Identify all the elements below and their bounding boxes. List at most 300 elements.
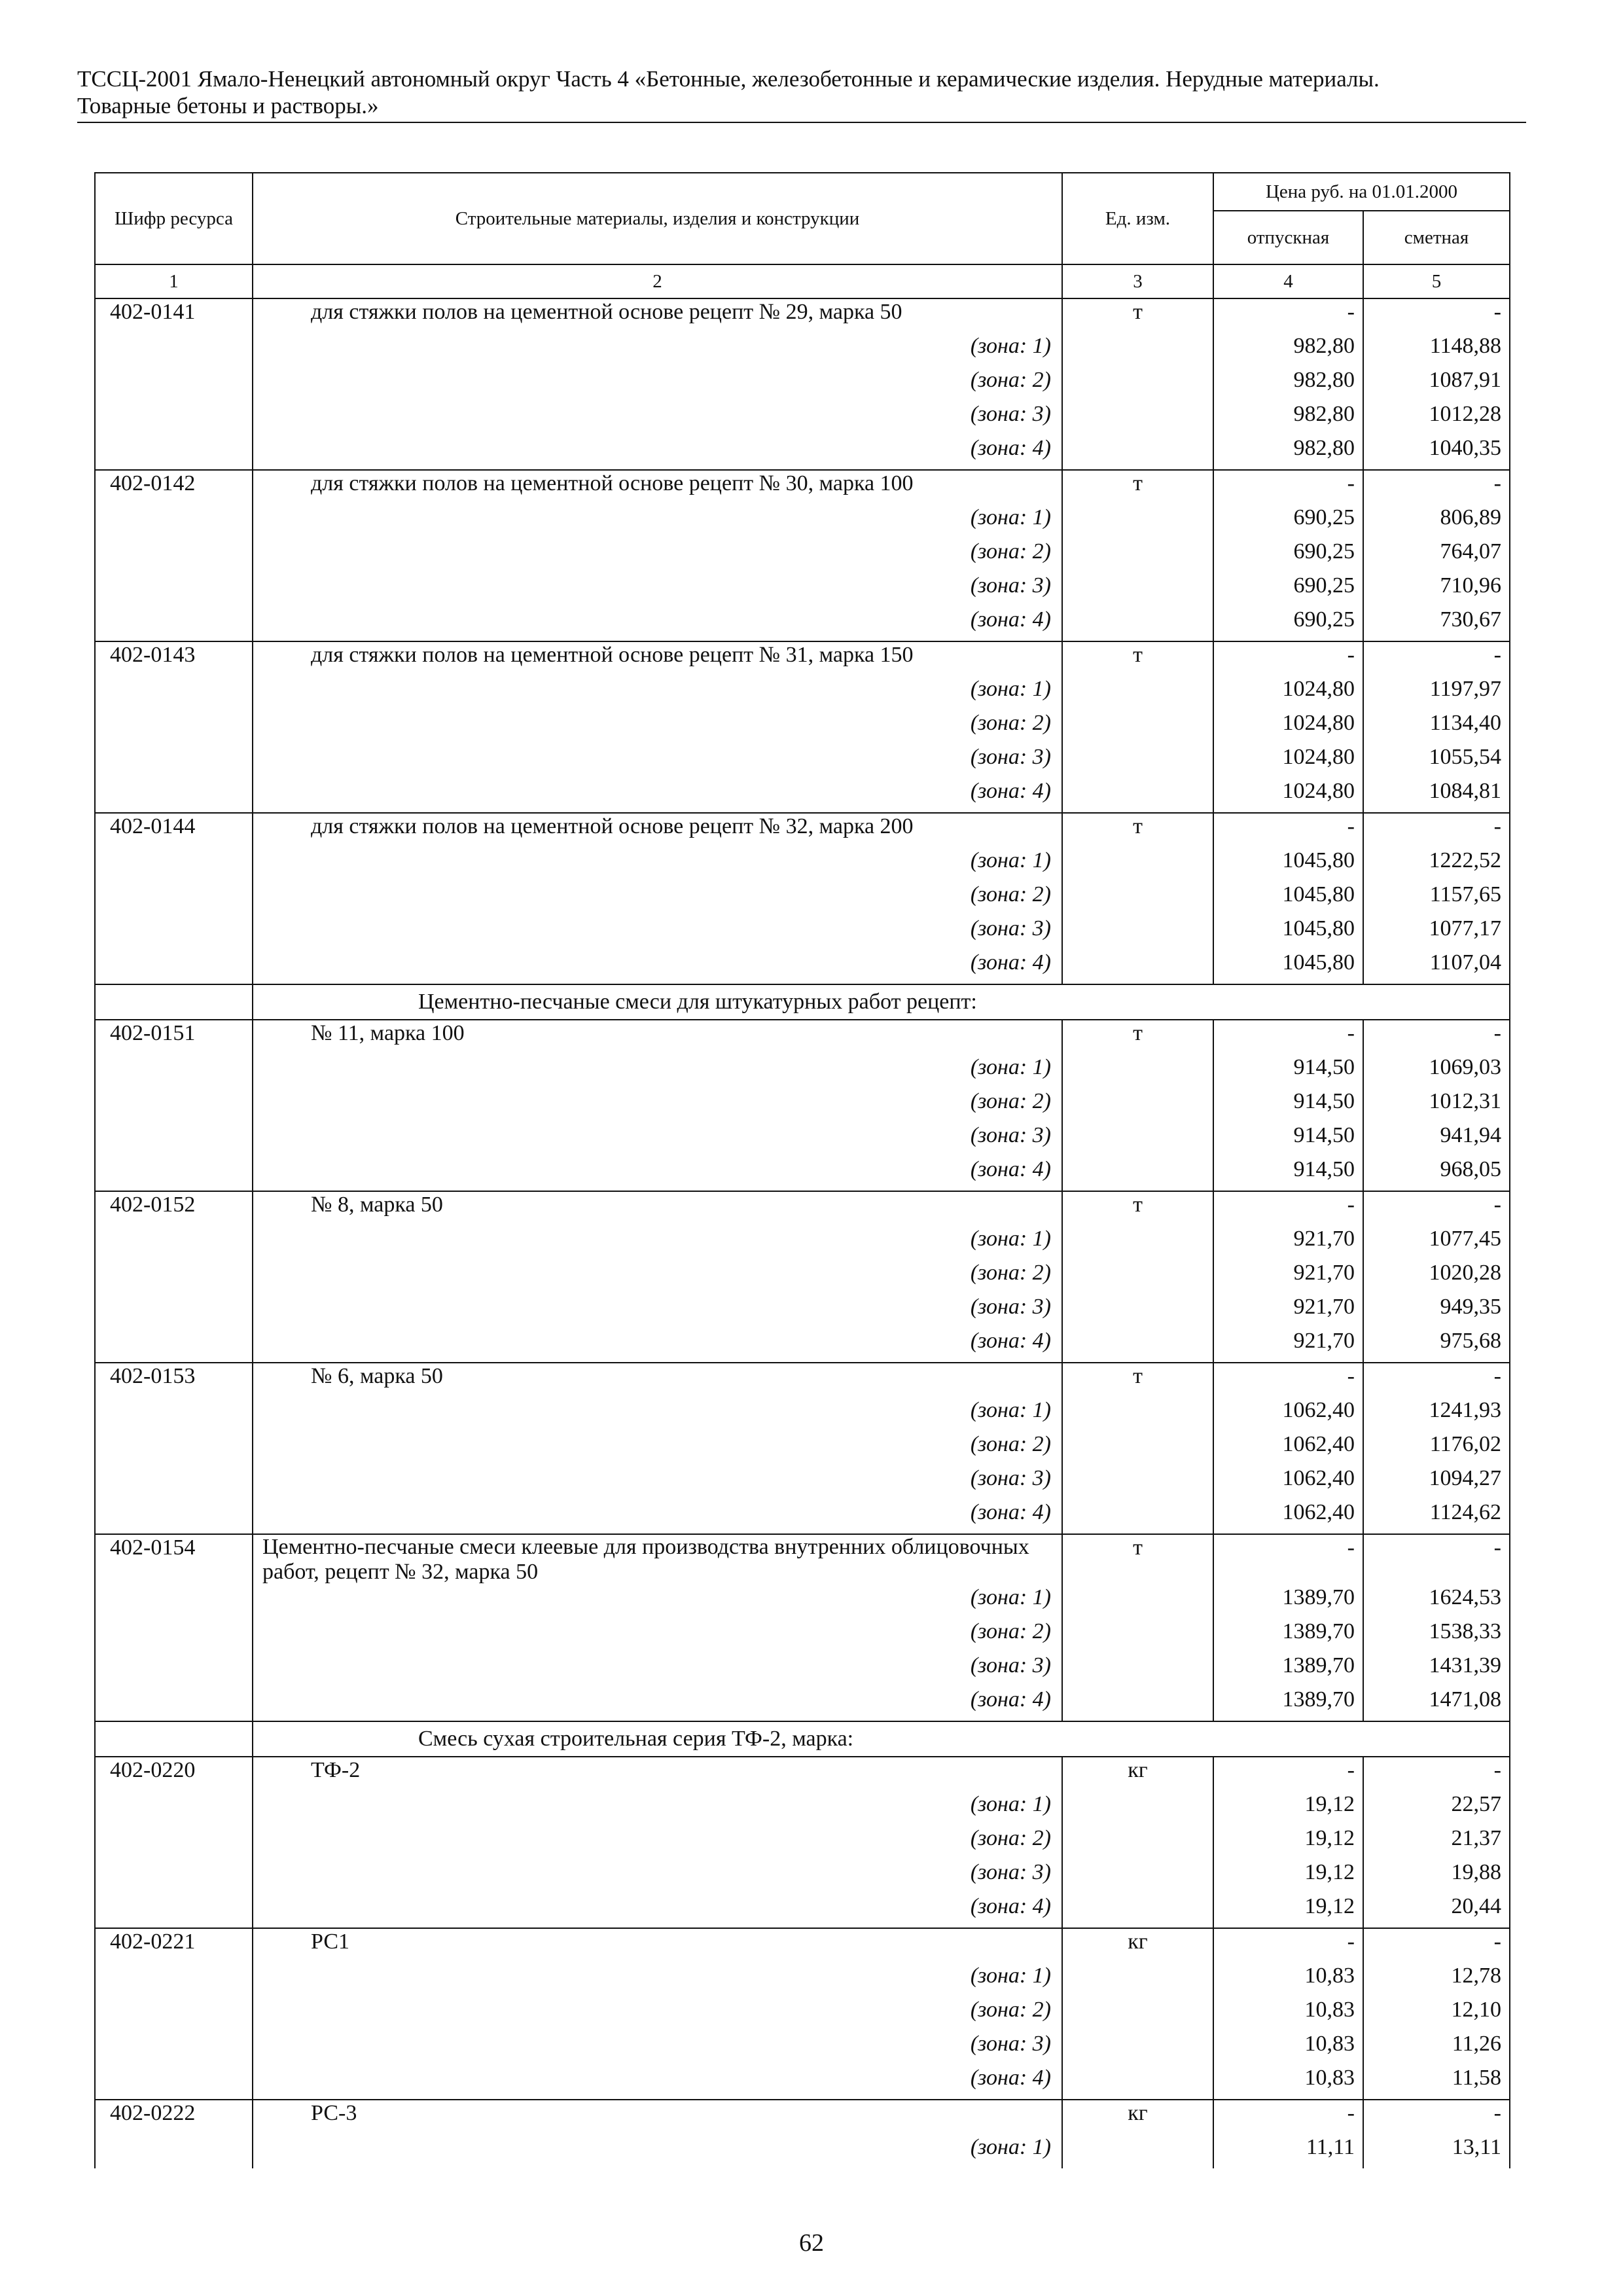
resource-code: [95, 1997, 253, 2031]
release-price: -: [1213, 813, 1363, 848]
estimate-price: -: [1363, 1928, 1510, 1963]
resource-code: [95, 778, 253, 813]
unit-cell: [1062, 2065, 1213, 2100]
resource-code: [95, 505, 253, 539]
estimate-price: -: [1363, 2100, 1510, 2134]
zone-label: (зона: 2): [253, 539, 1062, 573]
resource-code: 402-0221: [95, 1928, 253, 1963]
header-line-1: ТССЦ-2001 Ямало-Ненецкий автономный округ Часть 4 «Бетонные, железобетонные и керамические изделия. Нерудные материалы.: [77, 66, 1380, 92]
unit-cell: [1062, 539, 1213, 573]
estimate-price: 1197,97: [1363, 676, 1510, 710]
table-row: [95, 2100, 1510, 2134]
resource-code: [95, 435, 253, 470]
unit-cell: [1062, 950, 1213, 984]
resource-code: [95, 573, 253, 607]
zone-label: (зона: 2): [253, 367, 1062, 401]
estimate-price: 949,35: [1363, 1294, 1510, 1328]
release-price: 1062,40: [1213, 1499, 1363, 1534]
zone-row: [95, 1397, 1510, 1431]
zone-row: [95, 1893, 1510, 1928]
estimate-price: 11,26: [1363, 2031, 1510, 2065]
estimate-price: 941,94: [1363, 1122, 1510, 1157]
table-row: [95, 298, 1510, 333]
material-name: № 8, марка 50: [253, 1191, 1062, 1226]
group-heading-row: [95, 1721, 1510, 1757]
unit-cell: кг: [1062, 2100, 1213, 2134]
unit-cell: [1062, 367, 1213, 401]
zone-row: [95, 1328, 1510, 1363]
release-price: -: [1213, 1534, 1363, 1585]
unit-cell: [1062, 1893, 1213, 1928]
estimate-price: 1040,35: [1363, 435, 1510, 470]
release-price: 1045,80: [1213, 848, 1363, 882]
release-price: 921,70: [1213, 1294, 1363, 1328]
resource-code: [95, 950, 253, 984]
zone-row: [95, 1585, 1510, 1619]
resource-code: [95, 1122, 253, 1157]
zone-label: (зона: 2): [253, 1997, 1062, 2031]
resource-code: [95, 1226, 253, 1260]
zone-row: [95, 1431, 1510, 1465]
estimate-price: -: [1363, 813, 1510, 848]
release-price: 1389,70: [1213, 1687, 1363, 1721]
zone-row: [95, 1260, 1510, 1294]
zone-label: (зона: 1): [253, 333, 1062, 367]
release-price: 982,80: [1213, 401, 1363, 435]
zone-label: (зона: 4): [253, 435, 1062, 470]
unit-cell: [1062, 778, 1213, 813]
resource-code: [95, 1619, 253, 1653]
zone-row: [95, 333, 1510, 367]
column-number: 1: [95, 264, 253, 298]
col-header-price: Цена руб. на 01.01.2000: [1213, 173, 1510, 211]
zone-label: (зона: 3): [253, 1653, 1062, 1687]
document-header: [77, 65, 1517, 119]
unit-cell: [1062, 1791, 1213, 1825]
unit-cell: [1062, 435, 1213, 470]
release-price: 10,83: [1213, 1963, 1363, 1997]
zone-label: (зона: 1): [253, 1397, 1062, 1431]
zone-row: [95, 1157, 1510, 1191]
release-price: -: [1213, 470, 1363, 505]
unit-cell: [1062, 1054, 1213, 1088]
table-row: [95, 1534, 1510, 1585]
material-name: для стяжки полов на цементной основе рецепт № 30, марка 100: [253, 470, 1062, 505]
unit-cell: [1062, 1653, 1213, 1687]
unit-cell: [1062, 848, 1213, 882]
unit-cell: [1062, 505, 1213, 539]
zone-label: (зона: 3): [253, 2031, 1062, 2065]
code-cell: [95, 1721, 253, 1757]
resource-code: [95, 710, 253, 744]
resource-code: 402-0220: [95, 1757, 253, 1791]
zone-label: (зона: 2): [253, 1619, 1062, 1653]
unit-cell: [1062, 607, 1213, 641]
estimate-price: -: [1363, 1757, 1510, 1791]
estimate-price: 1020,28: [1363, 1260, 1510, 1294]
estimate-price: 1241,93: [1363, 1397, 1510, 1431]
estimate-price: 1431,39: [1363, 1653, 1510, 1687]
estimate-price: 1538,33: [1363, 1619, 1510, 1653]
zone-label: (зона: 3): [253, 401, 1062, 435]
zone-label: (зона: 2): [253, 1260, 1062, 1294]
estimate-price: 11,58: [1363, 2065, 1510, 2100]
zone-row: [95, 573, 1510, 607]
zone-row: [95, 1465, 1510, 1499]
zone-row: [95, 435, 1510, 470]
material-name: № 11, марка 100: [253, 1020, 1062, 1054]
table-row: [95, 470, 1510, 505]
column-number: 4: [1213, 264, 1363, 298]
estimate-price: 12,10: [1363, 1997, 1510, 2031]
resource-code: 402-0153: [95, 1363, 253, 1397]
resource-code: [95, 607, 253, 641]
table-body: [95, 298, 1510, 2168]
release-price: 19,12: [1213, 1859, 1363, 1893]
zone-label: (зона: 4): [253, 1157, 1062, 1191]
resource-code: [95, 676, 253, 710]
zone-label: (зона: 2): [253, 1088, 1062, 1122]
unit-cell: [1062, 710, 1213, 744]
table-row: [95, 1928, 1510, 1963]
zone-row: [95, 778, 1510, 813]
unit-cell: т: [1062, 641, 1213, 676]
unit-cell: [1062, 1226, 1213, 1260]
zone-row: [95, 710, 1510, 744]
zone-row: [95, 1122, 1510, 1157]
estimate-price: 1077,45: [1363, 1226, 1510, 1260]
table-row: [95, 813, 1510, 848]
unit-cell: [1062, 676, 1213, 710]
release-price: -: [1213, 1020, 1363, 1054]
release-price: 1062,40: [1213, 1465, 1363, 1499]
table-row: [95, 1757, 1510, 1791]
release-price: -: [1213, 1363, 1363, 1397]
resource-code: 402-0151: [95, 1020, 253, 1054]
estimate-price: 20,44: [1363, 1893, 1510, 1928]
resource-code: [95, 848, 253, 882]
zone-label: (зона: 1): [253, 1054, 1062, 1088]
unit-cell: [1062, 573, 1213, 607]
table-row: [95, 641, 1510, 676]
resource-code: [95, 1260, 253, 1294]
zone-row: [95, 1963, 1510, 1997]
zone-row: [95, 2031, 1510, 2065]
column-number: 2: [253, 264, 1062, 298]
release-price: 1062,40: [1213, 1397, 1363, 1431]
resource-code: [95, 401, 253, 435]
estimate-price: 1069,03: [1363, 1054, 1510, 1088]
resource-code: [95, 1465, 253, 1499]
unit-cell: [1062, 1997, 1213, 2031]
release-price: 19,12: [1213, 1825, 1363, 1859]
estimate-price: 1222,52: [1363, 848, 1510, 882]
release-price: 1045,80: [1213, 882, 1363, 916]
estimate-price: 968,05: [1363, 1157, 1510, 1191]
estimate-price: 1624,53: [1363, 1585, 1510, 1619]
price-table: [94, 172, 1510, 2168]
resource-code: [95, 1825, 253, 1859]
material-name: для стяжки полов на цементной основе рецепт № 32, марка 200: [253, 813, 1062, 848]
unit-cell: [1062, 333, 1213, 367]
estimate-price: -: [1363, 298, 1510, 333]
resource-code: [95, 1859, 253, 1893]
zone-label: (зона: 3): [253, 1859, 1062, 1893]
release-price: 914,50: [1213, 1122, 1363, 1157]
zone-row: [95, 1859, 1510, 1893]
release-price: -: [1213, 298, 1363, 333]
release-price: 1062,40: [1213, 1431, 1363, 1465]
estimate-price: -: [1363, 1191, 1510, 1226]
resource-code: 402-0152: [95, 1191, 253, 1226]
zone-row: [95, 1997, 1510, 2031]
unit-cell: т: [1062, 813, 1213, 848]
release-price: -: [1213, 1191, 1363, 1226]
release-price: 19,12: [1213, 1893, 1363, 1928]
zone-row: [95, 1054, 1510, 1088]
release-price: 1045,80: [1213, 916, 1363, 950]
estimate-price: 806,89: [1363, 505, 1510, 539]
unit-cell: кг: [1062, 1757, 1213, 1791]
zone-label: (зона: 3): [253, 744, 1062, 778]
unit-cell: [1062, 1431, 1213, 1465]
unit-cell: [1062, 1260, 1213, 1294]
unit-cell: [1062, 1859, 1213, 1893]
estimate-price: -: [1363, 470, 1510, 505]
estimate-price: 13,11: [1363, 2134, 1510, 2168]
zone-label: (зона: 4): [253, 1893, 1062, 1928]
resource-code: 402-0222: [95, 2100, 253, 2134]
zone-label: (зона: 3): [253, 1122, 1062, 1157]
release-price: 921,70: [1213, 1260, 1363, 1294]
release-price: 1389,70: [1213, 1619, 1363, 1653]
unit-cell: [1062, 1397, 1213, 1431]
unit-cell: [1062, 1157, 1213, 1191]
zone-row: [95, 1088, 1510, 1122]
page-number: 62: [799, 2229, 824, 2257]
estimate-price: 1148,88: [1363, 333, 1510, 367]
resource-code: 402-0142: [95, 470, 253, 505]
estimate-price: 22,57: [1363, 1791, 1510, 1825]
resource-code: [95, 1893, 253, 1928]
unit-cell: [1062, 1088, 1213, 1122]
unit-cell: [1062, 1465, 1213, 1499]
estimate-price: 12,78: [1363, 1963, 1510, 1997]
zone-row: [95, 882, 1510, 916]
estimate-price: -: [1363, 1020, 1510, 1054]
col-header-unit: Ед. изм.: [1062, 173, 1213, 264]
estimate-price: 19,88: [1363, 1859, 1510, 1893]
zone-row: [95, 950, 1510, 984]
estimate-price: 1055,54: [1363, 744, 1510, 778]
unit-cell: т: [1062, 1191, 1213, 1226]
resource-code: [95, 367, 253, 401]
zone-label: (зона: 3): [253, 1465, 1062, 1499]
zone-row: [95, 539, 1510, 573]
unit-cell: [1062, 2031, 1213, 2065]
resource-code: [95, 1157, 253, 1191]
group-heading: Смесь сухая строительная серия ТФ-2, марка:: [253, 1721, 1510, 1757]
zone-row: [95, 1687, 1510, 1721]
resource-code: [95, 1328, 253, 1363]
col-header-name: Строительные материалы, изделия и конструкции: [253, 173, 1062, 264]
col-header-code: Шифр ресурса: [95, 173, 253, 264]
estimate-price: 21,37: [1363, 1825, 1510, 1859]
release-price: 1045,80: [1213, 950, 1363, 984]
unit-cell: кг: [1062, 1928, 1213, 1963]
zone-row: [95, 1619, 1510, 1653]
release-price: 914,50: [1213, 1157, 1363, 1191]
zone-label: (зона: 2): [253, 1431, 1062, 1465]
estimate-price: 975,68: [1363, 1328, 1510, 1363]
material-name: РС-3: [253, 2100, 1062, 2134]
estimate-price: 1094,27: [1363, 1465, 1510, 1499]
release-price: 10,83: [1213, 1997, 1363, 2031]
estimate-price: 1157,65: [1363, 882, 1510, 916]
resource-code: [95, 539, 253, 573]
resource-code: [95, 1054, 253, 1088]
zone-label: (зона: 1): [253, 2134, 1062, 2168]
zone-label: (зона: 1): [253, 1585, 1062, 1619]
zone-label: (зона: 4): [253, 1499, 1062, 1534]
zone-label: (зона: 2): [253, 1825, 1062, 1859]
group-heading: Цементно-песчаные смеси для штукатурных работ рецепт:: [253, 984, 1510, 1020]
estimate-price: 1077,17: [1363, 916, 1510, 950]
zone-row: [95, 848, 1510, 882]
release-price: 1024,80: [1213, 744, 1363, 778]
release-price: 690,25: [1213, 505, 1363, 539]
zone-row: [95, 744, 1510, 778]
release-price: 19,12: [1213, 1791, 1363, 1825]
group-heading-row: [95, 984, 1510, 1020]
resource-code: [95, 2031, 253, 2065]
resource-code: [95, 1397, 253, 1431]
zone-row: [95, 1294, 1510, 1328]
release-price: -: [1213, 2100, 1363, 2134]
unit-cell: [1062, 1619, 1213, 1653]
release-price: 690,25: [1213, 607, 1363, 641]
estimate-price: -: [1363, 1534, 1510, 1585]
zone-row: [95, 367, 1510, 401]
zone-label: (зона: 1): [253, 1963, 1062, 1997]
estimate-price: 1107,04: [1363, 950, 1510, 984]
release-price: -: [1213, 1928, 1363, 1963]
release-price: 690,25: [1213, 573, 1363, 607]
unit-cell: [1062, 1499, 1213, 1534]
estimate-price: 1012,31: [1363, 1088, 1510, 1122]
estimate-price: 764,07: [1363, 539, 1510, 573]
table-row: [95, 1363, 1510, 1397]
resource-code: [95, 1431, 253, 1465]
material-name: Цементно-песчаные смеси клеевые для производства внутренних облицовочных работ, рецепт № 32, марка 50: [253, 1534, 1062, 1585]
unit-cell: [1062, 744, 1213, 778]
estimate-price: -: [1363, 641, 1510, 676]
release-price: -: [1213, 641, 1363, 676]
resource-code: [95, 2134, 253, 2168]
unit-cell: т: [1062, 1363, 1213, 1397]
zone-row: [95, 505, 1510, 539]
resource-code: [95, 916, 253, 950]
resource-code: [95, 333, 253, 367]
zone-label: (зона: 4): [253, 1328, 1062, 1363]
zone-row: [95, 1226, 1510, 1260]
zone-row: [95, 2065, 1510, 2100]
release-price: 982,80: [1213, 435, 1363, 470]
estimate-price: 1176,02: [1363, 1431, 1510, 1465]
unit-cell: [1062, 1585, 1213, 1619]
resource-code: [95, 1499, 253, 1534]
resource-code: 402-0143: [95, 641, 253, 676]
column-number: 5: [1363, 264, 1510, 298]
unit-cell: [1062, 916, 1213, 950]
estimate-price: 1087,91: [1363, 367, 1510, 401]
estimate-price: -: [1363, 1363, 1510, 1397]
zone-label: (зона: 4): [253, 778, 1062, 813]
zone-label: (зона: 1): [253, 505, 1062, 539]
unit-cell: [1062, 1328, 1213, 1363]
header-line-2: Товарные бетоны и растворы.»: [77, 93, 379, 118]
zone-label: (зона: 1): [253, 848, 1062, 882]
resource-code: [95, 1585, 253, 1619]
unit-cell: [1062, 2134, 1213, 2168]
estimate-price: 1124,62: [1363, 1499, 1510, 1534]
header-rule: [77, 122, 1526, 123]
code-cell: [95, 984, 253, 1020]
resource-code: [95, 882, 253, 916]
material-name: для стяжки полов на цементной основе рецепт № 31, марка 150: [253, 641, 1062, 676]
col-header-estimate: сметная: [1363, 211, 1510, 264]
estimate-price: 710,96: [1363, 573, 1510, 607]
unit-cell: [1062, 882, 1213, 916]
release-price: 1389,70: [1213, 1653, 1363, 1687]
unit-cell: т: [1062, 1534, 1213, 1585]
release-price: 921,70: [1213, 1226, 1363, 1260]
resource-code: 402-0144: [95, 813, 253, 848]
zone-row: [95, 1653, 1510, 1687]
unit-cell: [1062, 1122, 1213, 1157]
zone-label: (зона: 2): [253, 882, 1062, 916]
release-price: 1024,80: [1213, 676, 1363, 710]
estimate-price: 1012,28: [1363, 401, 1510, 435]
estimate-price: 1134,40: [1363, 710, 1510, 744]
unit-cell: [1062, 1687, 1213, 1721]
release-price: 690,25: [1213, 539, 1363, 573]
release-price: 1024,80: [1213, 710, 1363, 744]
resource-code: [95, 1294, 253, 1328]
zone-label: (зона: 3): [253, 573, 1062, 607]
zone-label: (зона: 2): [253, 710, 1062, 744]
resource-code: [95, 1653, 253, 1687]
resource-code: [95, 1687, 253, 1721]
zone-row: [95, 676, 1510, 710]
zone-row: [95, 401, 1510, 435]
zone-row: [95, 2134, 1510, 2168]
release-price: 914,50: [1213, 1054, 1363, 1088]
zone-label: (зона: 4): [253, 2065, 1062, 2100]
unit-cell: [1062, 1294, 1213, 1328]
zone-row: [95, 1791, 1510, 1825]
zone-label: (зона: 1): [253, 1226, 1062, 1260]
unit-cell: т: [1062, 470, 1213, 505]
resource-code: [95, 1963, 253, 1997]
resource-code: [95, 1088, 253, 1122]
estimate-price: 730,67: [1363, 607, 1510, 641]
resource-code: 402-0154: [95, 1534, 253, 1585]
unit-cell: т: [1062, 1020, 1213, 1054]
zone-label: (зона: 4): [253, 607, 1062, 641]
material-name: ТФ-2: [253, 1757, 1062, 1791]
release-price: -: [1213, 1757, 1363, 1791]
